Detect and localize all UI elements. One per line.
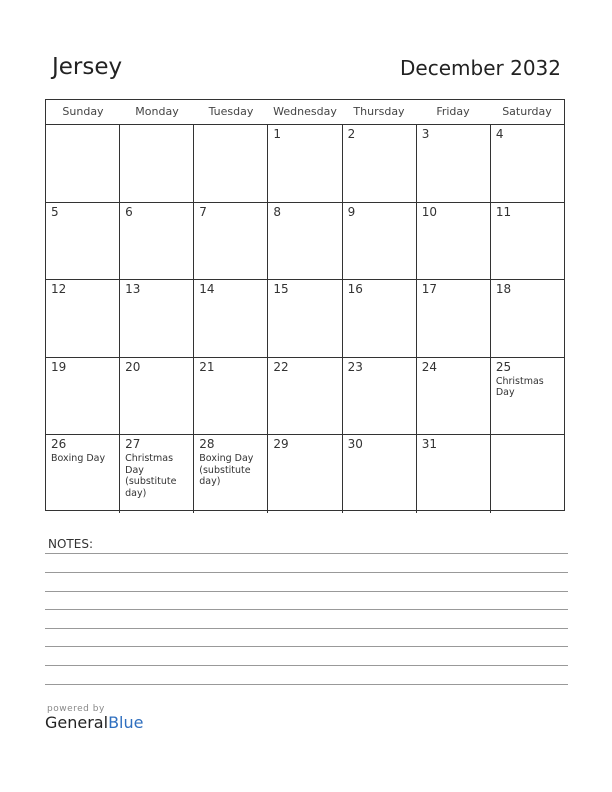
weekday-friday: Friday <box>436 105 470 118</box>
day-cell <box>491 435 564 513</box>
day-number: 3 <box>421 127 430 141</box>
notes-line <box>45 553 568 554</box>
day-number: 27 <box>125 437 141 451</box>
day-number: 9 <box>347 204 356 219</box>
day-number: 24 <box>421 359 437 374</box>
day-cell <box>491 358 564 435</box>
weekday-tuesday: Tuesday <box>208 105 254 118</box>
weekday-wednesday: Wednesday <box>273 105 337 118</box>
week-row <box>46 280 564 358</box>
day-cell <box>120 435 194 513</box>
day-cell <box>417 358 491 435</box>
day-number: 12 <box>51 282 67 296</box>
day-number: 6 <box>125 204 133 219</box>
generalblue-logo <box>45 704 143 732</box>
day-cell <box>194 125 268 202</box>
day-number: 19 <box>51 359 67 374</box>
weekday-header-row <box>46 100 564 125</box>
notes-line <box>45 628 568 629</box>
day-number: 21 <box>199 359 215 374</box>
day-cell <box>343 280 417 357</box>
day-cell <box>417 280 491 357</box>
day-cell <box>343 125 417 202</box>
week-row <box>46 358 564 436</box>
week-row <box>46 203 564 281</box>
holiday-label: Boxing Day <box>51 453 106 464</box>
day-number: 29 <box>273 437 289 451</box>
notes-line <box>45 609 568 610</box>
day-cell <box>268 358 342 435</box>
day-cell <box>491 203 564 280</box>
day-cell <box>46 358 120 435</box>
day-number: 4 <box>495 127 504 141</box>
day-cell <box>46 125 120 202</box>
day-cell <box>268 435 342 513</box>
day-number: 30 <box>347 437 363 451</box>
day-cell <box>268 125 342 202</box>
day-cell <box>120 358 194 435</box>
day-number: 25 <box>495 359 512 374</box>
day-number: 11 <box>495 204 512 219</box>
day-number: 10 <box>421 204 437 219</box>
day-number: 17 <box>421 282 437 296</box>
day-number: 14 <box>199 282 215 296</box>
day-cell <box>194 435 268 513</box>
day-cell <box>491 280 564 357</box>
day-number: 20 <box>125 359 141 374</box>
weekday-thursday: Thursday <box>353 105 405 118</box>
notes-line <box>45 684 568 685</box>
day-number: 18 <box>495 282 512 296</box>
day-cell <box>343 435 417 513</box>
day-number: 8 <box>273 204 282 219</box>
day-cell <box>343 203 417 280</box>
day-cell <box>417 203 491 280</box>
brand-general: General <box>45 713 109 732</box>
day-number: 2 <box>347 127 356 141</box>
day-cell <box>46 280 120 357</box>
week-row <box>46 125 564 203</box>
day-cell <box>417 125 491 202</box>
day-number: 31 <box>421 437 437 451</box>
day-number: 23 <box>347 359 363 374</box>
day-cell <box>120 125 194 202</box>
day-cell <box>120 203 194 280</box>
powered-by-text: powered by <box>47 704 105 714</box>
day-cell <box>46 435 120 513</box>
day-cell <box>194 203 268 280</box>
day-number: 5 <box>51 204 59 219</box>
weekday-sunday: Sunday <box>62 105 104 118</box>
day-cell <box>268 280 342 357</box>
notes-label: NOTES: <box>48 537 93 551</box>
day-cell <box>194 358 268 435</box>
day-number: 28 <box>199 437 215 451</box>
day-number: 26 <box>51 437 67 451</box>
day-number: 1 <box>273 127 282 141</box>
calendar-grid <box>45 99 565 511</box>
notes-line <box>45 646 568 647</box>
day-cell <box>491 125 564 202</box>
day-number: 22 <box>273 359 289 374</box>
day-number: 16 <box>347 282 363 296</box>
day-cell <box>343 358 417 435</box>
week-row <box>46 435 564 513</box>
day-number: 15 <box>273 282 289 296</box>
day-cell <box>46 203 120 280</box>
notes-line <box>45 572 568 573</box>
brand-name <box>45 713 143 732</box>
day-number: 13 <box>125 282 141 296</box>
notes-line <box>45 591 568 592</box>
holiday-label: Christmas Day <box>495 375 544 398</box>
region-title: Jersey <box>52 54 123 80</box>
brand-blue: Blue <box>108 713 144 732</box>
day-number: 7 <box>199 204 207 219</box>
day-cell <box>268 203 342 280</box>
holiday-label: Christmas Day (substitute day) <box>125 453 177 499</box>
holiday-label: Boxing Day (substitute day) <box>199 453 254 487</box>
day-cell <box>120 280 194 357</box>
notes-line <box>45 665 568 666</box>
weekday-saturday: Saturday <box>502 105 552 118</box>
calendar-weeks <box>46 125 564 513</box>
weekday-monday: Monday <box>135 105 179 118</box>
month-year-title: December 2032 <box>400 56 561 80</box>
day-cell <box>417 435 491 513</box>
day-cell <box>194 280 268 357</box>
